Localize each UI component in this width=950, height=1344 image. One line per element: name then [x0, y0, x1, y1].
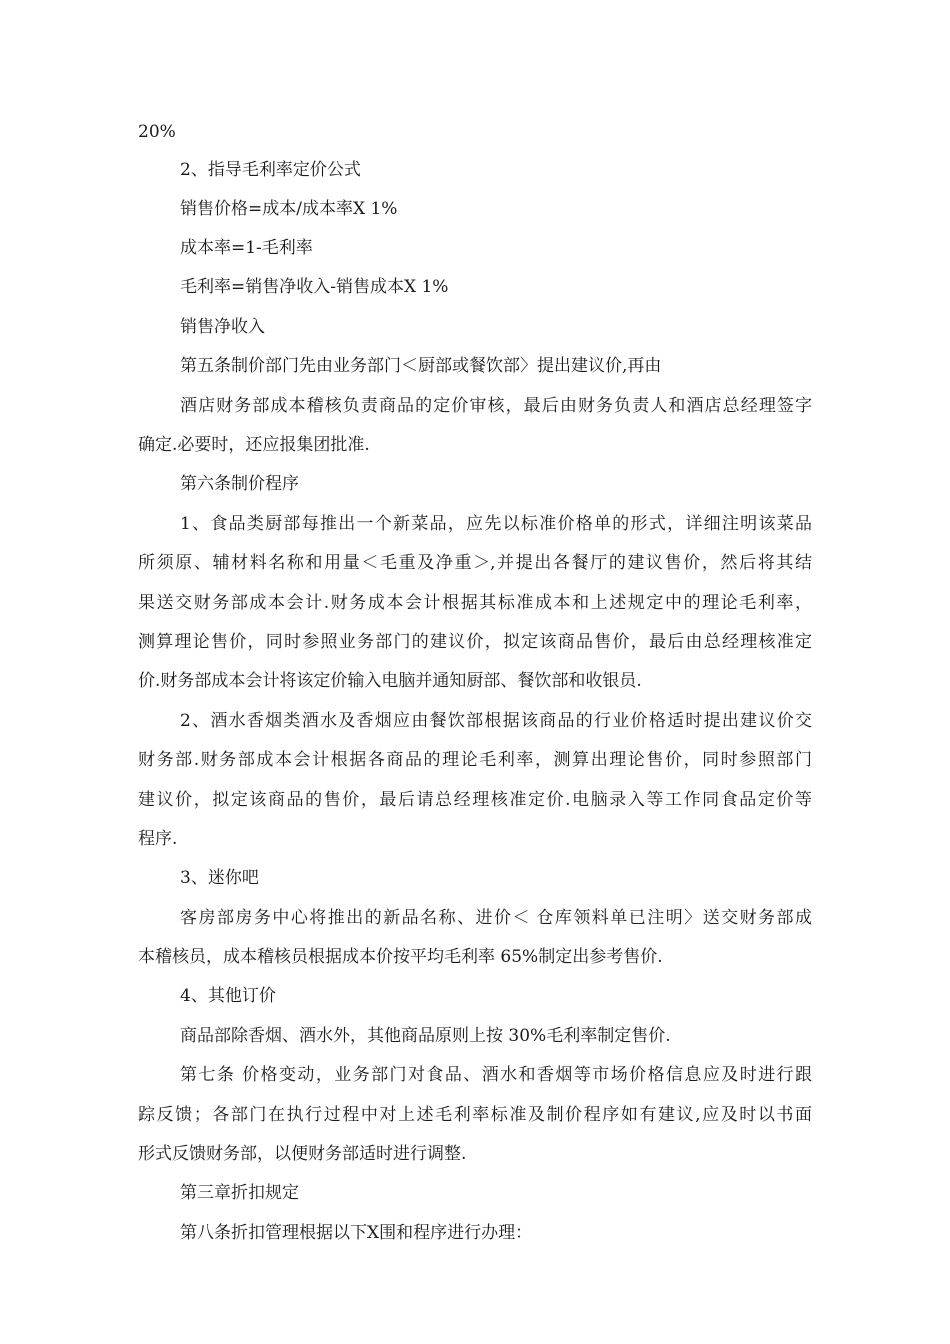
text-line: 确定.必要时，还应报集团批准. [138, 435, 370, 455]
text-line: 酒店财务部成本稽核负责商品的定价审核，最后由财务负责人和酒店总经理签字 [180, 396, 812, 416]
text-line: 第五条制价部门先由业务部门＜厨部或餐饮部〉提出建议价,再由 [180, 356, 662, 376]
text-line: 1、食品类厨部每推出一个新菜品，应先以标准价格单的形式，详细注明该菜品 [180, 514, 812, 534]
text-line: 测算理论售价，同时参照业务部门的建议价，拟定该商品售价，最后由总经理核准定 [138, 632, 812, 652]
section-heading: 4、其他订价 [180, 986, 276, 1006]
text-line: 形式反馈财务部，以便财务部适时进行调整. [138, 1144, 467, 1164]
chapter-heading: 第三章折扣规定 [180, 1183, 299, 1203]
text-line: 程序. [138, 829, 178, 849]
text-line: 20% [138, 122, 176, 142]
text-line: 商品部除香烟、酒水外，其他商品原则上按 30%毛利率制定售价. [180, 1026, 671, 1046]
text-line: 财务部.财务部成本会计根据各商品的理论毛利率，测算出理论售价，同时参照部门 [138, 750, 812, 770]
section-heading: 3、迷你吧 [180, 868, 259, 888]
text-line: 客房部房务中心将推出的新品名称、进价＜ 仓库领料单已注明〉送交财务部成 [180, 908, 812, 928]
article-heading: 第六条制价程序 [180, 474, 299, 494]
text-line: 第七条 价格变动，业务部门对食品、酒水和香烟等市场价格信息应及时进行跟 [180, 1065, 812, 1085]
text-line: 所须原、辅材料名称和用量＜毛重及净重＞,并提出各餐厅的建议售价，然后将其结 [138, 553, 812, 573]
article-heading: 第八条折扣管理根据以下Ⅹ围和程序进行办理： [180, 1223, 533, 1243]
text-line: 销售净收入 [180, 317, 265, 337]
text-line: 价.财务部成本会计将该定价输入电脑并通知厨部、餐饮部和收银员. [138, 671, 642, 691]
text-line: 本稽核员，成本稽核员根据成本价按平均毛利率 65%制定出参考售价. [138, 947, 663, 967]
section-heading: 2、指导毛利率定价公式 [180, 160, 361, 180]
text-line: 2、酒水香烟类酒水及香烟应由餐饮部根据该商品的行业价格适时提出建议价交 [180, 711, 812, 731]
formula-line: 毛利率=销售净收入-销售成本Ⅹ 1% [180, 277, 449, 297]
formula-line: 成本率=1-毛利率 [180, 238, 313, 258]
text-line: 果送交财务部成本会计.财务成本会计根据其标准成本和上述规定中的理论毛利率， [138, 593, 812, 613]
text-line: 建议价，拟定该商品的售价，最后请总经理核准定价.电脑录入等工作同食品定价等 [138, 790, 812, 810]
formula-line: 销售价格=成本/成本率Ⅹ 1% [180, 199, 398, 219]
text-line: 踪反馈；各部门在执行过程中对上述毛利率标准及制价程序如有建议,应及时以书面 [138, 1105, 812, 1125]
